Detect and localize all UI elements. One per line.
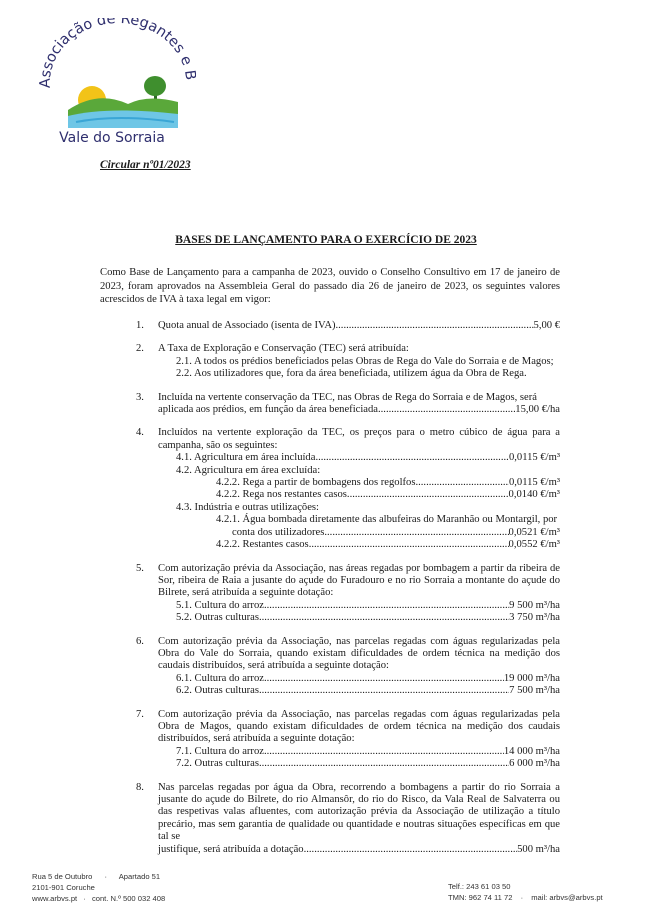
item-number: 3. — [136, 391, 144, 403]
item-number: 1. — [136, 320, 144, 331]
sub-item: 6.2. Outras culturas ..... 7 500 m³/ha — [158, 685, 560, 697]
footer-mobile: TMN: 962 74 11 72 — [448, 893, 513, 902]
sub-item: 4.3. Indústria e outras utilizações: — [176, 501, 319, 513]
sub-item: 7.1. Cultura do arroz ..... 14 000 m³/ha — [158, 746, 560, 758]
list-item — [100, 343, 560, 380]
sub-item: 4.2. Agricultura em área excluída: — [176, 464, 321, 476]
sub-item: 2.1. A todos os prédios beneficiados pelas Obras de Rega do Vale do Sorraia e de Magos; — [176, 355, 554, 367]
sub-item: 4.1. Agricultura em área incluída ..... 0,0115 €/m³ — [158, 452, 560, 464]
item-number: 5. — [136, 562, 144, 574]
item-number: 4. — [136, 427, 144, 439]
logo-emblem-icon — [28, 18, 196, 130]
footer-pobox: Apartado 51 — [118, 872, 161, 881]
sub-item: 6.1. Cultura do arroz ..... 19 000 m³/ha — [158, 673, 560, 685]
footer-phone: Telf.: 243 61 03 50 — [448, 882, 511, 891]
list-item — [100, 563, 560, 625]
list-item — [100, 392, 560, 417]
sub-item: conta dos utilizadores ..... 0,0521 €/m³ — [158, 527, 560, 539]
item-value: 500 m³/ha — [517, 843, 560, 855]
footer-address: Rua 5 de Outubro — [32, 872, 93, 881]
item-number: 8. — [136, 781, 144, 793]
item-text: A Taxa de Exploração e Conservação (TEC) será atribuída: — [158, 343, 409, 355]
item-value: 15,00 €/ha — [515, 404, 560, 416]
footer-email-link[interactable]: mail: arbvs@arbvs.pt — [531, 893, 603, 902]
logo-name: Vale do Sorraia — [59, 130, 165, 146]
item-label: Quota anual de Associado (isenta de IVA) — [158, 320, 336, 331]
footer-nif: cont. N.º 500 032 408 — [91, 894, 166, 903]
document-title: BASES DE LANÇAMENTO PARA O EXERCÍCIO DE 2023 — [175, 234, 477, 246]
list-item — [100, 709, 560, 771]
sub-item: 4.2.2. Rega a partir de bombagens dos regolfos ..... 0,0115 €/m³ — [158, 477, 560, 489]
item-text: Incluídos na vertente exploração da TEC, os preços para o metro cúbico de água para a campanha, são os seguintes: — [158, 427, 560, 451]
item-text: Com autorização prévia da Associação, nas parcelas regadas com águas regularizadas pela Obra de Magos, quando existam dificuldades de ordem técnica na medição dos caudais distribuídos, será atribuída a seguinte dotação: — [158, 708, 560, 745]
items-list — [100, 320, 560, 867]
item-number: 7. — [136, 708, 144, 720]
item-number: 6. — [136, 635, 144, 647]
logo-arc-text: Associação de Regantes e — [37, 18, 195, 89]
list-item — [100, 427, 560, 551]
sub-item: 4.2.1. Água bombada diretamente das albufeiras do Maranhão ou Montargil, por — [216, 514, 558, 526]
item-text: Com autorização prévia da Associação, nas parcelas regadas com águas regularizadas pela Obra do Vale do Sorraia, quando existam dificuldades de ordem técnica na medição dos caudais distribuídos, será atribuída a seguinte dotação: — [158, 635, 560, 672]
item-text: Incluída na vertente conservação da TEC, nas Obras de Rega do Sorraia e de Magos, será — [158, 391, 537, 403]
sub-item: 7.2. Outras culturas ..... 6 000 m³/ha — [158, 758, 560, 770]
footer-website-link[interactable]: www.arbvs.pt — [32, 894, 78, 903]
item-label: justifique, será atribuída a dotação — [158, 843, 304, 855]
association-logo — [28, 18, 196, 146]
intro-paragraph: Como Base de Lançamento para a campanha de 2023, ouvido o Conselho Consultivo em 17 de janeiro de 2023, foram aprovados na Assembleia Geral do passado dia 26 de janeiro de 2023, os seguintes valores acrescidos de IVA à taxa legal em vigor: — [100, 267, 560, 305]
item-text: Nas parcelas regadas por água da Obra, recorrendo a bombagens a partir do rio Sorraia a jusante do açude do Bilrete, do rio Almansôr, do rio do Risco, da Vala Real de Salvaterra ou das respetivas valas afluentes, com autorização prévia da Associação de utilização a título precário, mas sem garantia de qualidade ou quantidade e noutras situações específicas em que tal se — [158, 781, 560, 843]
list-item — [100, 636, 560, 698]
list-item — [100, 320, 560, 332]
item-label: aplicada aos prédios, em função da área beneficiada — [158, 404, 378, 416]
item-value: 5,00 € — [533, 320, 560, 331]
circular-number: Circular nº01/2023 — [100, 159, 191, 171]
sub-item: 4.2.2. Restantes casos ..... 0,0552 €/m³ — [158, 539, 560, 551]
sub-item: 5.1. Cultura do arroz ..... 9 500 m³/ha — [158, 600, 560, 612]
item-number: 2. — [136, 343, 144, 355]
footer-postcode: 2101-901 Coruche — [32, 883, 95, 892]
sub-item: 4.2.2. Rega nos restantes casos ..... 0,0140 €/m³ — [158, 489, 560, 501]
sub-item: 2.2. Aos utilizadores que, fora da área beneficiada, utilizem água da Obra de Rega. — [176, 368, 527, 380]
item-text: Com autorização prévia da Associação, nas áreas regadas por bombagem a partir da ribeira de Sor, ribeira de Raia a jusante do açude do Furadouro e no rio Sorraia a montante do açude do Bilrete, será atribuída a seguinte dotação: — [158, 562, 560, 599]
sub-item: 5.2. Outras culturas ..... 3 750 m³/ha — [158, 612, 560, 624]
list-item — [100, 782, 560, 856]
